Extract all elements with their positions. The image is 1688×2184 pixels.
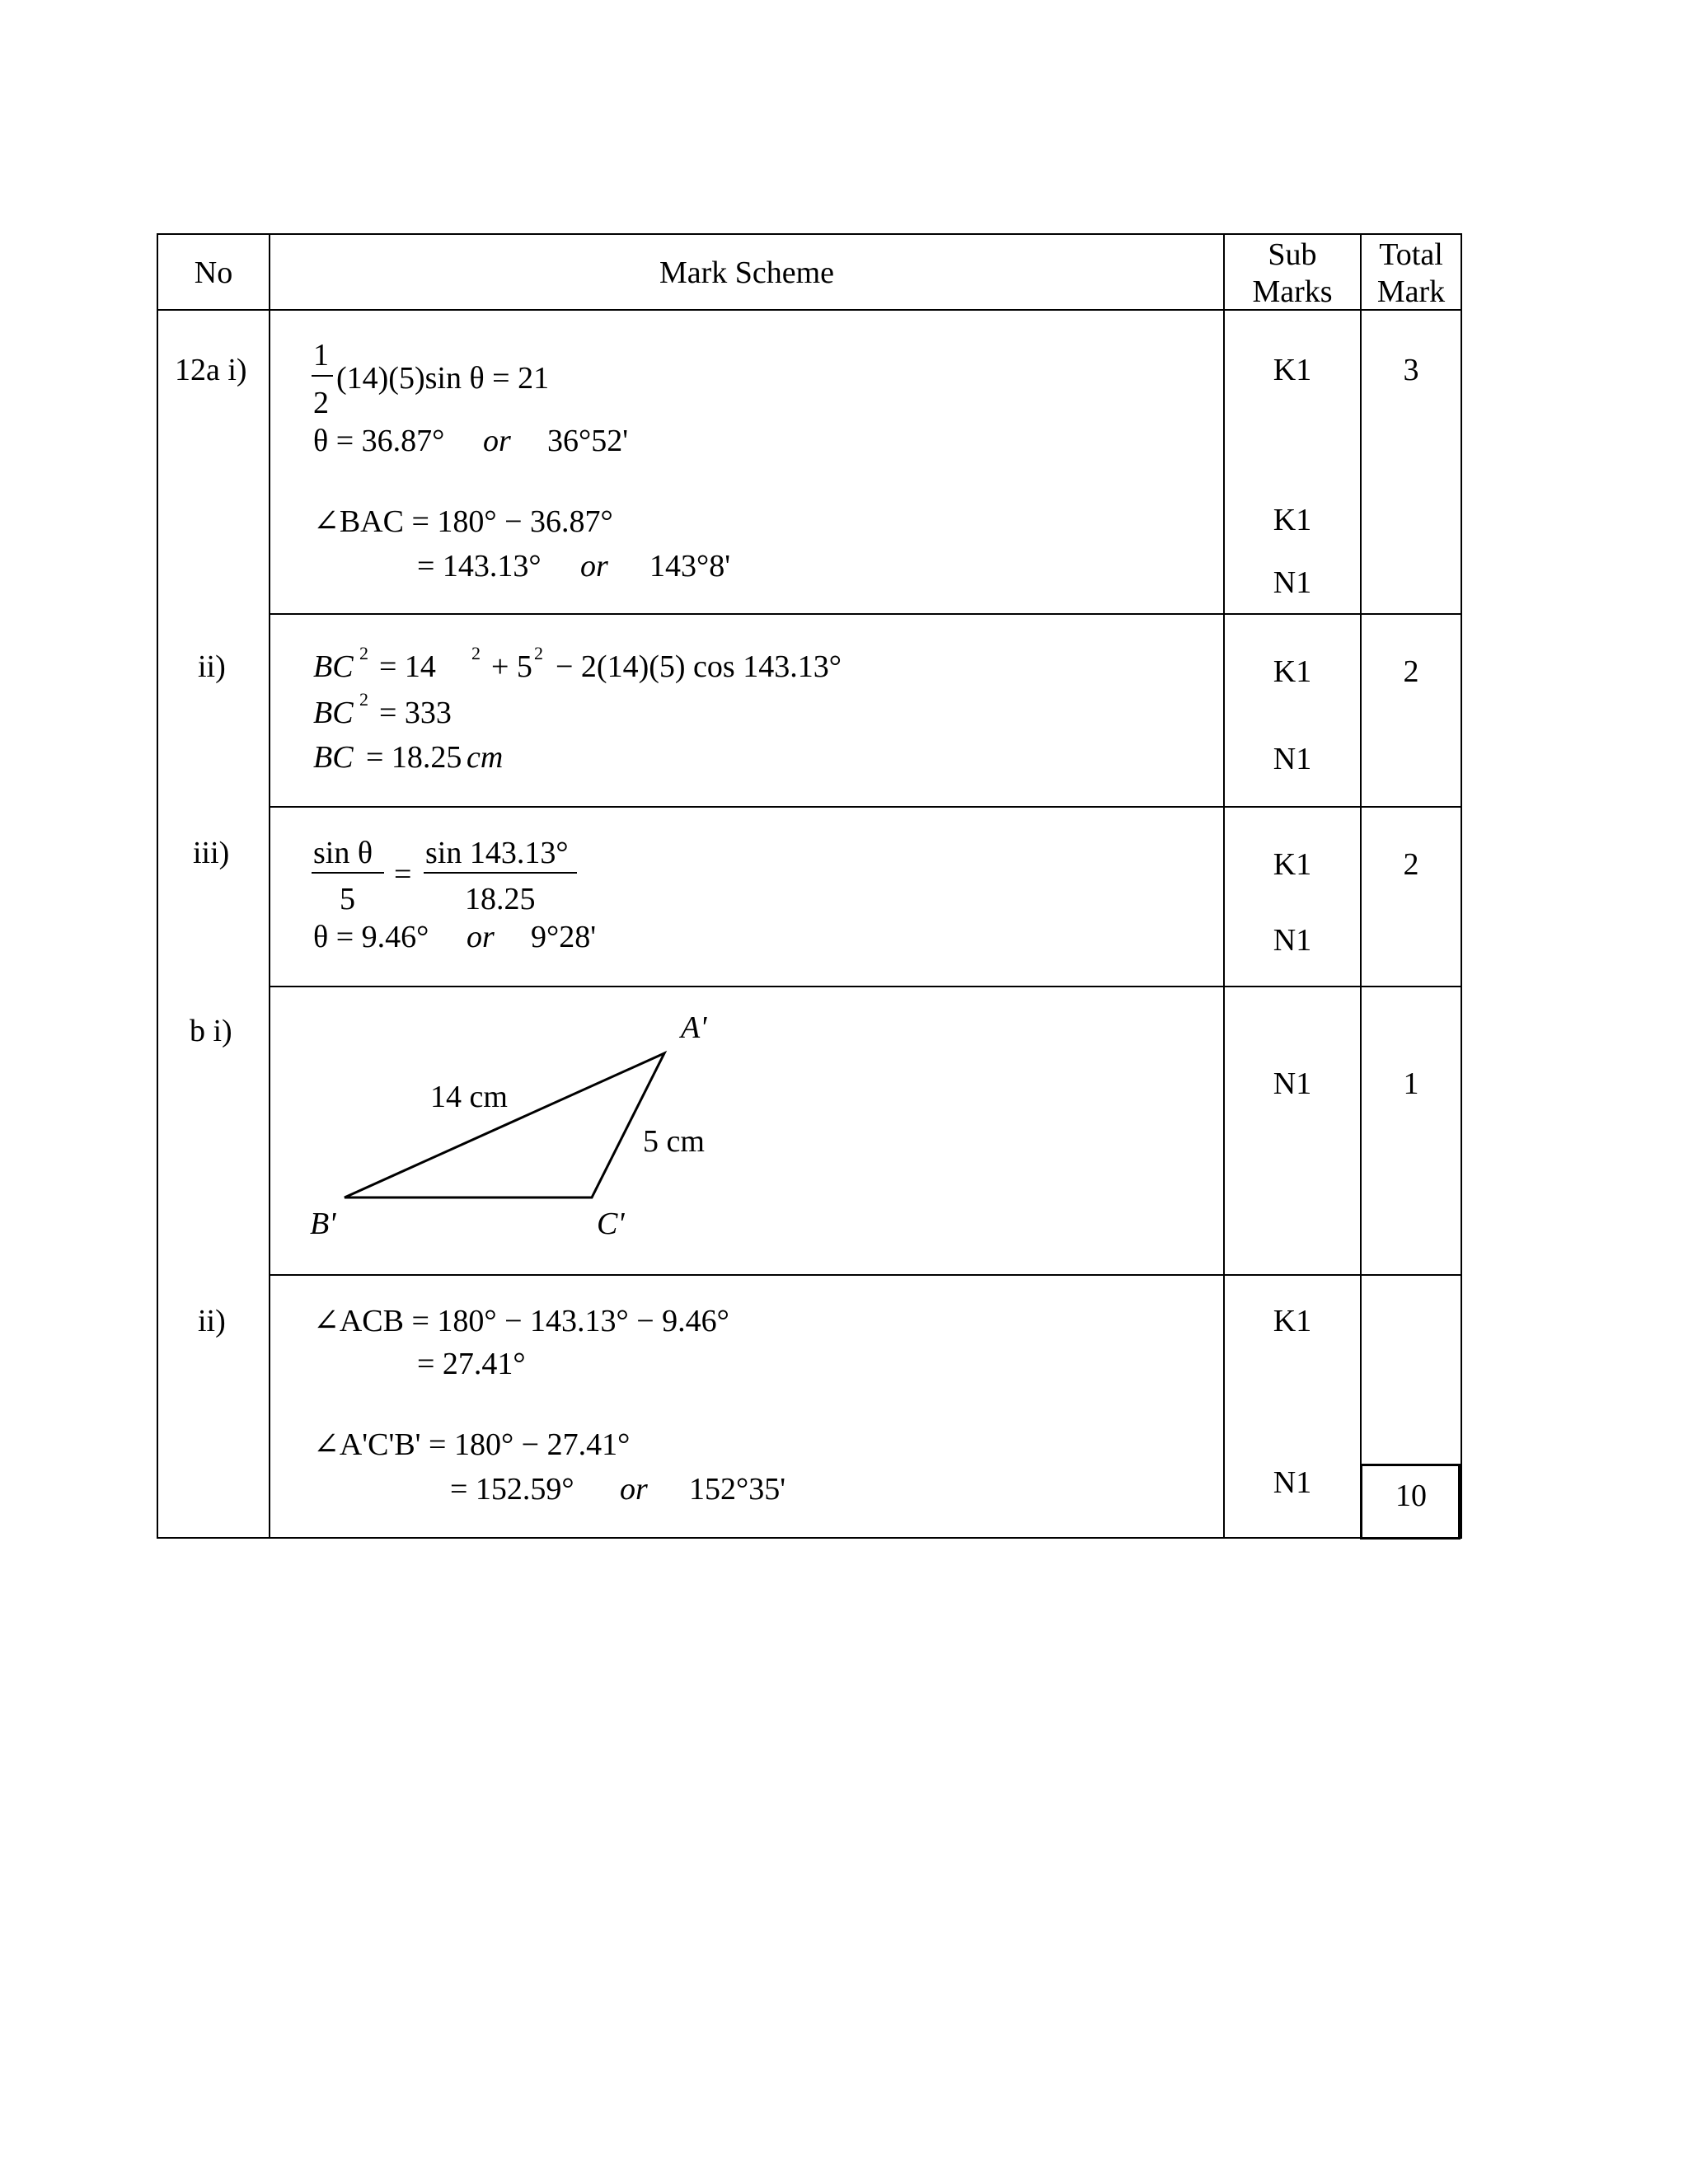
working-line: = 143.13° (417, 549, 542, 583)
fraction-denominator: 2 (313, 386, 329, 420)
header-divider (157, 309, 1462, 311)
working-line: 152°35' (689, 1472, 786, 1507)
header-total-mark-line1: Total (1379, 237, 1443, 272)
working-line: θ = 36.87° (313, 424, 445, 458)
total-mark: 2 (1403, 654, 1419, 689)
working-line: 143°8' (649, 549, 731, 583)
column-divider (1360, 233, 1362, 1539)
question-number: ii) (198, 649, 226, 684)
sub-mark: N1 (1273, 742, 1312, 776)
sub-mark: N1 (1273, 1465, 1312, 1500)
question-number: b i) (190, 1014, 232, 1048)
working-term: = 18.25 (366, 740, 462, 775)
working-term: + 5 (491, 649, 532, 684)
row-divider (269, 1274, 1462, 1276)
side-label: 14 cm (430, 1080, 508, 1114)
superscript: 2 (359, 643, 368, 663)
total-mark: 1 (1403, 1066, 1419, 1101)
header-total-mark-line2: Mark (1376, 274, 1446, 309)
sub-mark: N1 (1273, 565, 1312, 600)
or-text: or (483, 424, 511, 458)
table-border-left (157, 233, 158, 1539)
question-number: ii) (198, 1304, 226, 1338)
fraction-bar (312, 375, 333, 377)
working-line: (14)(5)sin θ = 21 (336, 361, 550, 396)
working-line: ∠ACB = 180° − 143.13° − 9.46° (313, 1304, 729, 1338)
or-text: or (620, 1472, 648, 1507)
question-number: 12a i) (175, 353, 247, 387)
working-term: cm (467, 740, 504, 775)
working-term: − 2(14)(5) cos 143.13° (556, 649, 842, 684)
working-term: = 333 (379, 696, 452, 730)
sub-mark: K1 (1273, 847, 1312, 882)
side-label: 5 cm (643, 1124, 705, 1159)
working-line: = 152.59° (450, 1472, 574, 1507)
sub-mark: K1 (1273, 353, 1312, 387)
table-border-right (1461, 233, 1462, 1539)
fraction-numerator: sin 143.13° (425, 836, 569, 870)
working-line: 36°52' (547, 424, 629, 458)
column-divider (269, 233, 270, 1539)
fraction-bar (312, 872, 384, 874)
superscript: 2 (534, 643, 543, 663)
row-divider (269, 986, 1462, 987)
sub-mark: N1 (1273, 923, 1312, 958)
working-term: BC (313, 696, 354, 730)
working-term: BC (313, 649, 354, 684)
table-border-bottom (157, 1537, 1462, 1539)
working-line: = 27.41° (417, 1347, 526, 1381)
superscript: 2 (359, 689, 368, 710)
fraction-numerator: 1 (313, 338, 329, 373)
column-divider (1223, 233, 1225, 1539)
working-line: θ = 9.46° (313, 920, 429, 954)
triangle-shape (345, 1053, 664, 1197)
header-no: No (194, 255, 233, 290)
header-sub-marks-line2: Marks (1252, 274, 1333, 309)
or-text: or (467, 920, 495, 954)
fraction-denominator: 5 (340, 882, 355, 916)
total-mark: 2 (1403, 847, 1419, 882)
working-term: BC (313, 740, 354, 775)
working-line: ∠A'C'B' = 180° − 27.41° (313, 1427, 631, 1462)
vertex-label-a: A' (681, 1010, 707, 1045)
or-text: or (580, 549, 608, 583)
sub-mark: K1 (1273, 654, 1312, 689)
vertex-label-b: B' (310, 1207, 336, 1241)
fraction-bar (424, 872, 577, 874)
row-divider (269, 613, 1462, 615)
sub-mark: K1 (1273, 1304, 1312, 1338)
row-divider (269, 806, 1462, 808)
sub-mark: N1 (1273, 1066, 1312, 1101)
fraction-numerator: sin θ (313, 836, 373, 870)
vertex-label-c: C' (597, 1207, 625, 1241)
working-line: 9°28' (531, 920, 597, 954)
question-number: iii) (193, 836, 230, 870)
header-mark-scheme: Mark Scheme (659, 255, 835, 290)
fraction-denominator: 18.25 (465, 882, 536, 916)
working-line: ∠BAC = 180° − 36.87° (313, 504, 613, 539)
equals-sign: = (394, 857, 412, 892)
superscript: 2 (471, 643, 481, 663)
header-sub-marks-line1: Sub (1268, 237, 1317, 272)
table-border-top (157, 233, 1462, 235)
sub-mark: K1 (1273, 503, 1312, 537)
total-mark: 3 (1403, 353, 1419, 387)
working-term: = 14 (379, 649, 436, 684)
grand-total: 10 (1395, 1479, 1427, 1513)
